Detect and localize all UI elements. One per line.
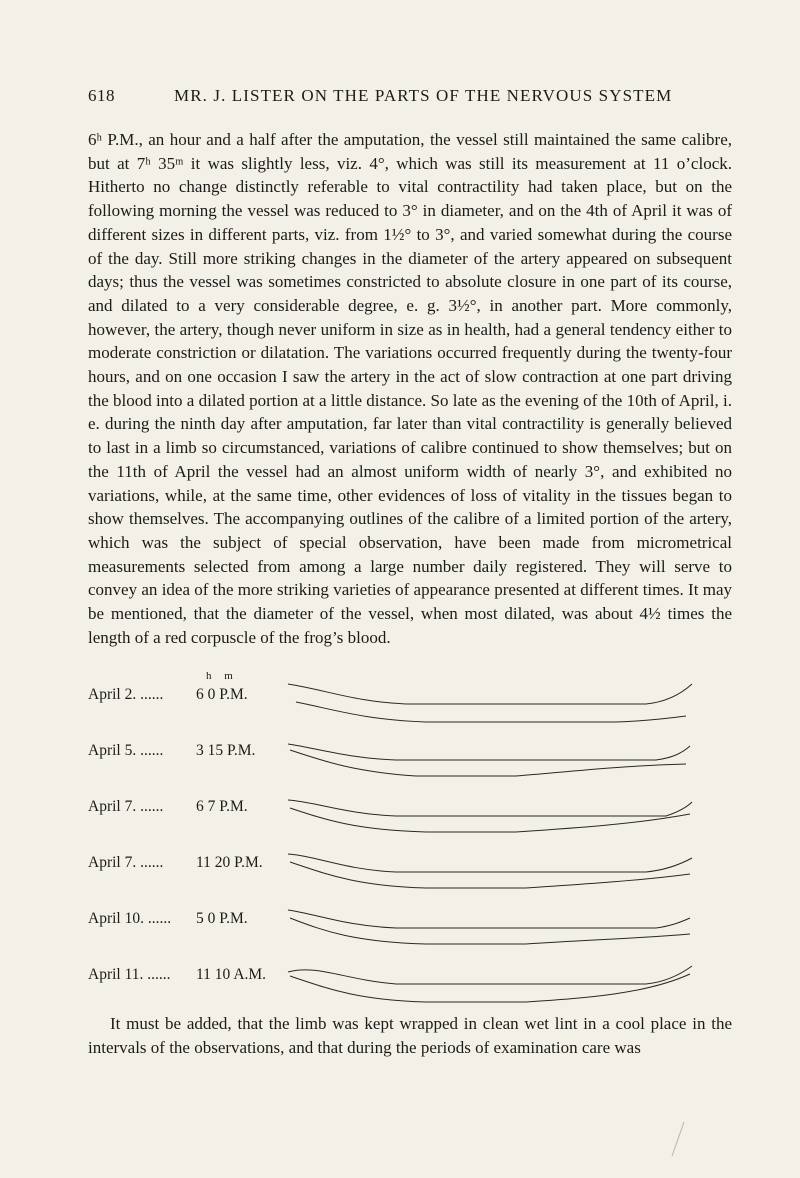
running-header [88, 86, 728, 116]
closing-text [88, 1012, 732, 1059]
unit-hours: h [206, 670, 212, 682]
stray-pencil-mark [668, 1120, 688, 1160]
body-paragraph: 6ʰ P.M., an hour and a half after the amputation, the vessel still maintained the same calibre, but at 7ʰ 35ᵐ it was slightly less, viz. 4°, which was still its measurement at 11 o’clock. Hitherto no change distinctly referable to vital contractility had taken place, but on the following morning the vessel was reduced to 3° in diameter, and on the 4th of April it was of different sizes in different parts, viz. from 1½° to 3°, and varied somewhat during the course of the day. Still more striking changes in the diameter of the artery appeared on subsequent days; thus the vessel was sometimes constricted to absolute closure in one part of its course, and dilated to a very considerable degree, e. g. 3½°, in another part. More commonly, however, the artery, though never uniform in size as in health, had a general tendency either to moderate constriction or dilatation. The variations occurred frequently during the twenty-four hours, and on one occasion I saw the artery in the act of slow contraction at one part driving the blood into a dilated portion at a little distance. So late as the evening of the 10th of April, i. e. during the ninth day after amputation, far later than vital contractility is generally believed to last in a limb so circumstanced, variations of calibre continued to show themselves; but on the 11th of April the vessel had an almost uniform width of nearly 3°, and exhibited no variations, while, at the same time, other evidences of loss of vitality in the tissues began to show themselves. The accompanying outlines of the calibre of a limited portion of the artery, which was the subject of special observation, have been made from micrometrical measurements selected from among a large number daily registered. They will serve to convey an idea of the more striking varieties of appearance presented at different times. It may be mentioned, that the diameter of the vessel, when most dilated, was about 4½ times the length of a red corpuscle of the frog’s blood. [88, 130, 732, 647]
row-date: April 11. ...... [88, 966, 171, 983]
vessel-outline [286, 736, 696, 788]
row-date: April 2. ...... [88, 686, 164, 703]
vessel-outline [286, 904, 696, 956]
vessel-outline [286, 848, 696, 900]
main-text [88, 128, 732, 649]
figure-row [88, 910, 738, 950]
row-time: 11 20 P.M. [196, 854, 263, 871]
row-date: April 10. ...... [88, 910, 172, 927]
row-time: 6 7 P.M. [196, 798, 248, 815]
artery-calibre-figure [88, 672, 738, 1002]
page-number: 618 [88, 86, 115, 105]
closing-paragraph: It must be added, that the limb was kept wrapped in clean wet lint in a cool place in the intervals of the observations, and that during the periods of examination care was [88, 1014, 732, 1057]
row-time: 5 0 P.M. [196, 910, 248, 927]
running-title: MR. J. LISTER ON THE PARTS OF THE NERVOUS SYSTEM [174, 86, 673, 105]
row-time: 3 15 P.M. [196, 742, 256, 759]
unit-minutes: m [224, 670, 233, 682]
row-date: April 5. ...... [88, 742, 164, 759]
row-date: April 7. ...... [88, 798, 164, 815]
row-time: 6 0 P.M. [196, 686, 248, 703]
figure-row [88, 854, 738, 894]
figure-row [88, 966, 738, 1006]
row-time: 11 10 A.M. [196, 966, 267, 983]
figure-row [88, 798, 738, 838]
row-date: April 7. ...... [88, 854, 164, 871]
figure-row [88, 686, 738, 726]
figure-row [88, 742, 738, 782]
vessel-outline [286, 792, 696, 844]
vessel-outline [286, 680, 696, 732]
unit-header [206, 670, 233, 682]
vessel-outline [286, 960, 696, 1012]
